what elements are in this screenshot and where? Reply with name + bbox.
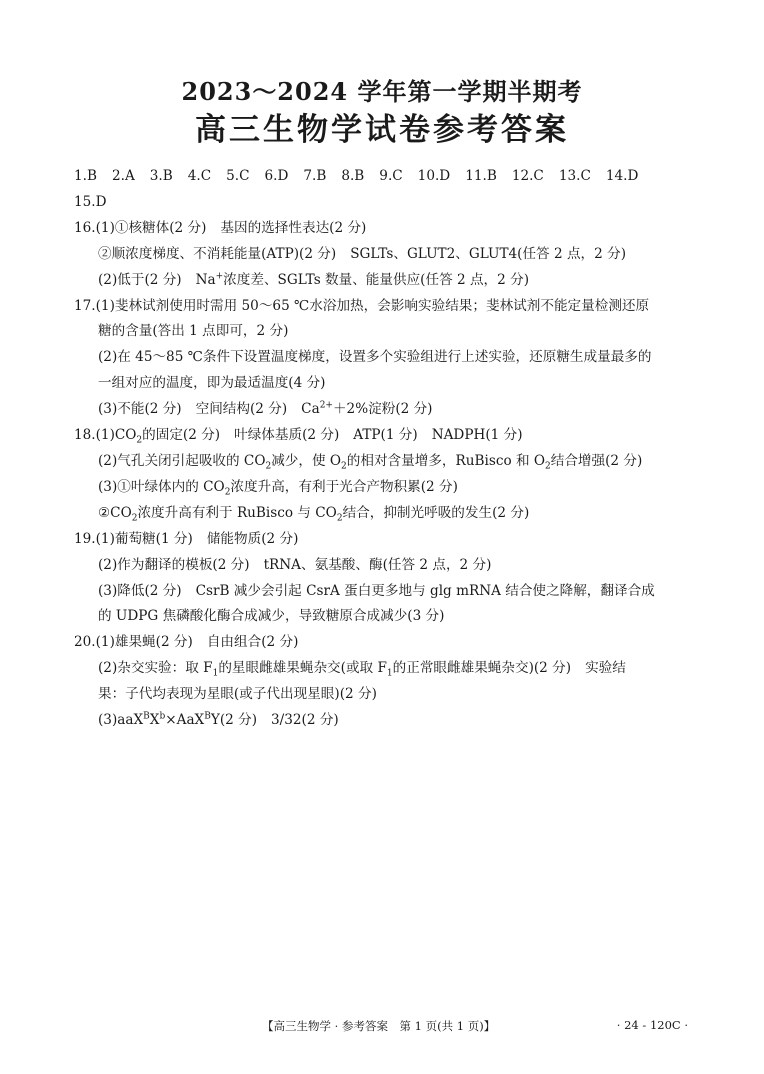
q20-2-s2: 1 — [386, 668, 393, 679]
q18-1-c: ATP(1 分) — [353, 427, 418, 444]
q20-line-2 — [74, 656, 694, 682]
q20-4-u2: b — [159, 711, 166, 722]
q18-2-p1: (2)气孔关闭引起吸收的 CO — [98, 452, 266, 469]
q17-5-part-a: (3)不能(2 分) — [98, 401, 182, 418]
q17-5-part-c: ＋2%淀粉(2 分) — [332, 401, 433, 418]
q20-2-p3: 的正常眼雌雄果蝇杂交)(2 分) — [392, 660, 572, 677]
q20-4-b: 3/32(2 分) — [271, 712, 339, 729]
q20-1-a: 20.(1)雄果蝇(2 分) — [74, 634, 193, 651]
choice-answer: 7.B — [303, 168, 327, 184]
q18-line-1 — [74, 423, 694, 449]
q16-2-part-b: SGLTs、GLUT2、GLUT4(任答 2 点，2 分) — [350, 245, 626, 262]
q20-4-u3: B — [204, 711, 211, 722]
q17-5-ca-charge: 2+ — [319, 400, 333, 411]
q17-line-1: 17.(1)斐林试剂使用时需用 50～65 ℃水浴加热，会影响实验结果；斐林试剂不能定量检测还原 — [74, 297, 650, 314]
q20-line-3: 果：子代均表现为星眼(或子代出现星眼)(2 分) — [98, 686, 377, 703]
q16-1-part-b: 基因的选择性表达(2 分) — [220, 219, 367, 236]
q20-2-p2: 的星眼雌雄果蝇杂交(或取 F — [218, 660, 387, 677]
q20-2-p4: 实验结 — [585, 660, 626, 677]
choice-answer: 1.B — [74, 168, 97, 184]
q16-line-2 — [74, 242, 694, 268]
q18-1-a-sub: 2 — [136, 435, 143, 446]
q17-line-2: 糖的含量(答出 1 点即可，2 分) — [98, 323, 289, 340]
q20-4-u1: B — [143, 711, 150, 722]
q20-line-1 — [74, 630, 694, 656]
q20-4-p2: X — [149, 712, 160, 729]
q18-1-d: NADPH(1 分) — [431, 427, 523, 444]
q18-2-p4: 结合增强(2 分) — [550, 452, 643, 469]
q17-5-part-b: 空间结构(2 分) — [195, 401, 288, 418]
q20-line-4 — [74, 708, 694, 734]
q19-3-a: (3)降低(2 分) — [98, 582, 182, 599]
q16-3-na-charge: + — [215, 271, 224, 282]
q16-3-part-b: 浓度差、SGLTs 数量、能量供应(任答 2 点，2 分) — [223, 271, 530, 288]
footer-code: · 24 - 120C · — [616, 1018, 688, 1032]
q18-line-4 — [74, 501, 694, 527]
q19-line-2 — [74, 553, 694, 579]
choice-answer: 12.C — [511, 168, 544, 184]
q20-4-p3: ×AaX — [165, 712, 205, 729]
choice-answer: 14.D — [605, 168, 639, 184]
footer-page-info: 【高三生物学 · 参考答案 第 1 页(共 1 页)】 — [262, 1019, 496, 1033]
q19-2-b: tRNA、氨基酸、酶(任答 2 点，2 分) — [263, 556, 492, 573]
q18-1-a-pre: 18.(1)CO — [74, 427, 137, 444]
q17-line-4: 一组对应的温度，即为最适温度(4 分) — [98, 375, 326, 392]
q16-2-part-a: ②顺浓度梯度、不消耗能量(ATP)(2 分) — [98, 245, 337, 262]
q18-3-p1: (3)①叶绿体内的 CO — [98, 478, 225, 495]
q18-3-p2: 浓度升高，有利于光合产物积累(2 分) — [230, 478, 458, 495]
choice-answer-15: 15.D — [74, 193, 107, 210]
answer-content — [74, 164, 694, 734]
q20-2-p1: (2)杂交实验：取 F — [98, 660, 213, 677]
q18-line-2 — [74, 449, 694, 475]
q18-4-p3: 结合，抑制光呼吸的发生(2 分) — [342, 504, 530, 521]
choice-answer: 6.D — [264, 168, 289, 184]
q16-3-part-a: (2)低于(2 分) — [98, 271, 182, 288]
q19-line-3 — [74, 579, 694, 605]
q20-4-p4: Y(2 分) — [210, 712, 258, 729]
exam-title: 2023～2024 学年第一学期半期考 — [181, 77, 583, 106]
choice-answer: 2.A — [111, 168, 135, 184]
q18-2-p3: 的相对含量增多，RuBisco 和 O — [346, 452, 546, 469]
q18-1-a-post: 的固定(2 分) — [142, 427, 221, 444]
q18-2-s3: 2 — [545, 461, 551, 472]
choice-answer: 8.B — [341, 168, 365, 184]
q16-line-3 — [74, 268, 694, 294]
q16-3-na: Na — [195, 271, 216, 288]
q20-1-b: 自由组合(2 分) — [206, 634, 299, 651]
q18-2-p2: 减少，使 O — [271, 452, 342, 469]
choice-answers-row — [74, 164, 694, 190]
choice-answer: 3.B — [149, 168, 173, 184]
q18-3-s1: 2 — [224, 487, 231, 498]
q20-2-s1: 1 — [212, 668, 219, 679]
q19-line-4: 的 UDPG 焦磷酸化酶合成减少，导致糖原合成减少(3 分) — [98, 608, 445, 625]
answer-key-title: 高三生物学试卷参考答案 — [195, 112, 569, 148]
q19-3-b: CsrB 减少会引起 CsrA 蛋白更多地与 glg mRNA 结合使之降解，翻译合成 — [195, 582, 655, 599]
q16-1-part-a: 16.(1)①核糖体(2 分) — [74, 219, 207, 236]
q18-4-p1: ②CO — [98, 504, 132, 521]
q17-line-3: (2)在 45～85 ℃条件下设置温度梯度，设置多个实验组进行上述实验，还原糖生成量最多的 — [98, 349, 652, 366]
q18-2-s2: 2 — [341, 461, 347, 472]
q19-2-a: (2)作为翻译的模板(2 分) — [98, 556, 250, 573]
q16-line-1 — [74, 216, 694, 242]
q18-4-s1: 2 — [131, 513, 138, 524]
q19-1-b: 储能物质(2 分) — [206, 530, 299, 547]
choice-answer: 9.C — [379, 168, 403, 184]
choice-answer: 5.C — [226, 168, 250, 184]
q18-1-b: 叶绿体基质(2 分) — [234, 427, 340, 444]
q17-line-5 — [74, 397, 694, 423]
q18-4-s2: 2 — [336, 513, 343, 524]
q19-line-1 — [74, 527, 694, 553]
q18-2-s1: 2 — [265, 461, 272, 472]
q19-1-a: 19.(1)葡萄糖(1 分) — [74, 530, 193, 547]
q18-line-3 — [74, 475, 694, 501]
choice-answer: 13.C — [558, 168, 591, 184]
choice-answer: 4.C — [187, 168, 212, 184]
q20-4-p1: (3)aaX — [98, 712, 144, 729]
choice-answer: 11.B — [465, 168, 497, 184]
q17-5-ca: Ca — [301, 401, 320, 418]
q18-4-p2: 浓度升高有利于 RuBisco 与 CO — [137, 504, 337, 521]
choice-answer: 10.D — [417, 168, 451, 184]
